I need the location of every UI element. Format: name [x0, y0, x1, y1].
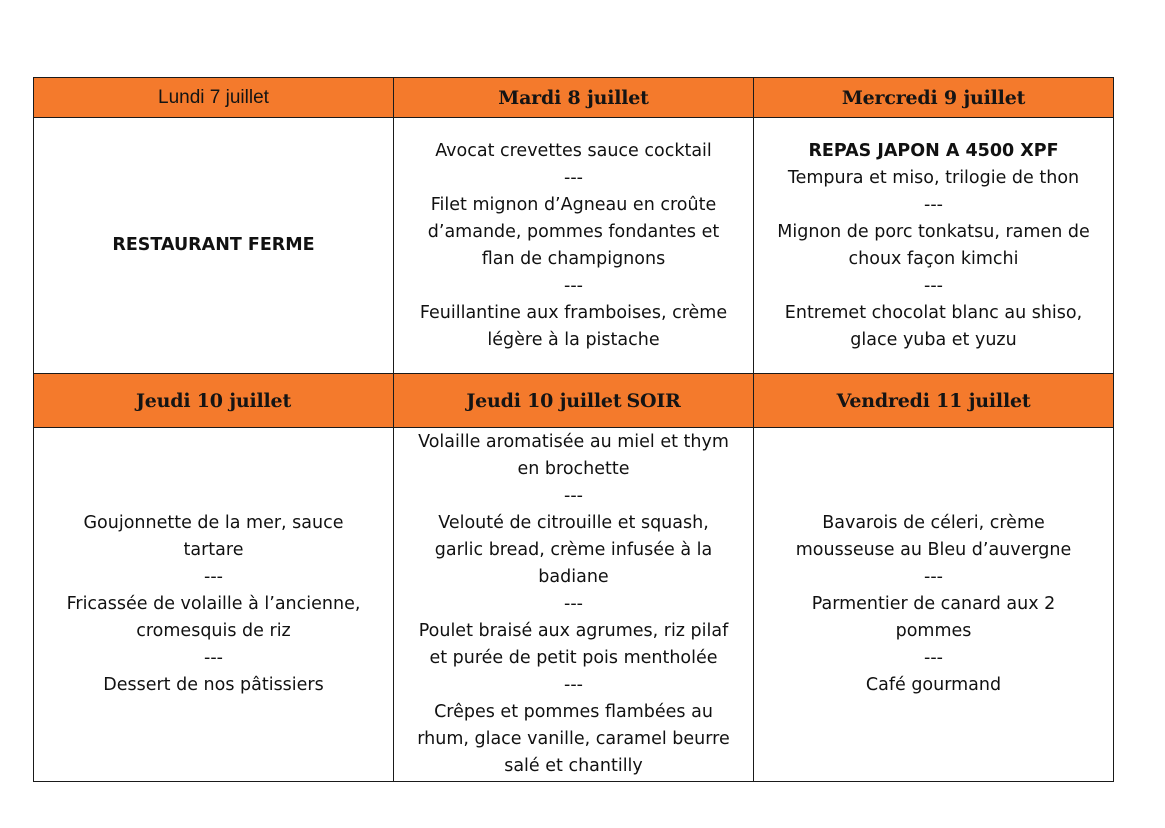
course-separator: ---	[564, 167, 583, 188]
day-header-row	[34, 78, 1114, 118]
day-header-wednesday	[754, 78, 1114, 118]
course-separator: ---	[564, 486, 583, 506]
course-separator: ---	[924, 194, 943, 215]
menu-line: Café gourmand	[865, 675, 1002, 695]
course-separator: ---	[564, 594, 583, 614]
menu-line: Bavarois de céleri, crème	[822, 513, 1045, 533]
menu-line: tartare	[183, 540, 244, 560]
day-label: Jeudi 10 juillet	[466, 389, 622, 412]
menu-cell-friday	[754, 428, 1114, 782]
course-separator: ---	[924, 648, 943, 668]
menu-line: salé et chantilly	[504, 756, 643, 776]
menu-cell-thursday-evening	[394, 428, 754, 782]
menu-line: Volaille aromatisée au miel et thym	[418, 432, 729, 452]
special-menu-title: REPAS JAPON A 4500 XPF	[808, 140, 1059, 161]
menu-line: badiane	[538, 567, 609, 587]
day-label: Mardi 8 juillet	[498, 86, 649, 109]
course-separator: ---	[204, 648, 223, 668]
weekly-menu-table	[33, 77, 1114, 782]
menu-line: légère à la pistache	[487, 329, 660, 350]
day-header-thursday-evening	[394, 374, 754, 428]
menu-line: Fricassée de volaille à l’ancienne,	[66, 594, 361, 614]
menu-line: d’amande, pommes fondantes et	[427, 221, 720, 242]
course-separator: ---	[924, 567, 943, 587]
menu-line: Entremet chocolat blanc au shiso,	[784, 302, 1083, 323]
menu-lines	[34, 510, 393, 699]
menu-line: en brochette	[517, 459, 630, 479]
menu-line: Avocat crevettes sauce cocktail	[435, 140, 712, 161]
menu-line: Feuillantine aux framboises, crème	[419, 302, 728, 323]
menu-line: Poulet braisé aux agrumes, riz pilaf	[418, 621, 729, 641]
menu-row	[34, 118, 1114, 374]
day-header-friday	[754, 374, 1114, 428]
day-header-tuesday	[394, 78, 754, 118]
menu-line: Dessert de nos pâtissiers	[103, 675, 324, 695]
evening-tag: SOIR	[626, 389, 681, 412]
day-header-thursday	[34, 374, 394, 428]
day-label: Vendredi 11 juillet	[836, 389, 1031, 412]
menu-cell-monday	[34, 118, 394, 374]
menu-row	[34, 428, 1114, 782]
menu-lines	[394, 429, 753, 780]
menu-line: Velouté de citrouille et squash,	[438, 513, 709, 533]
course-separator: ---	[564, 675, 583, 695]
menu-lines	[754, 510, 1113, 699]
menu-line: flan de champignons	[481, 248, 666, 269]
menu-line: Mignon de porc tonkatsu, ramen de	[777, 221, 1090, 242]
closed-notice: RESTAURANT FERME	[112, 235, 315, 255]
menu-line: cromesquis de riz	[136, 621, 291, 641]
menu-cell-thursday	[34, 428, 394, 782]
menu-line: Goujonnette de la mer, sauce	[83, 513, 344, 533]
menu-line: Parmentier de canard aux 2	[811, 594, 1056, 614]
day-header-row	[34, 374, 1114, 428]
menu-lines	[34, 232, 393, 259]
menu-line: Filet mignon d’Agneau en croûte	[430, 194, 717, 215]
day-label: Mercredi 9 juillet	[841, 86, 1026, 109]
menu-line: rhum, glace vanille, caramel beurre	[417, 729, 730, 749]
course-separator: ---	[924, 275, 943, 296]
day-label: Lundi 7 juillet	[158, 86, 269, 108]
menu-line: pommes	[895, 621, 972, 641]
course-separator: ---	[204, 567, 223, 587]
menu-line: choux façon kimchi	[848, 248, 1019, 269]
menu-cell-wednesday	[754, 118, 1114, 374]
day-label: Jeudi 10 juillet	[135, 389, 292, 412]
menu-line: mousseuse au Bleu d’auvergne	[795, 540, 1072, 560]
menu-lines	[754, 138, 1113, 354]
menu-lines	[394, 138, 753, 354]
day-header-monday	[34, 78, 394, 118]
menu-line: garlic bread, crème infusée à la	[434, 540, 713, 560]
menu-cell-tuesday	[394, 118, 754, 374]
menu-line: Tempura et miso, trilogie de thon	[787, 167, 1080, 188]
menu-line: glace yuba et yuzu	[850, 329, 1017, 350]
menu-line: Crêpes et pommes flambées au	[434, 702, 713, 722]
course-separator: ---	[564, 275, 583, 296]
menu-line: et purée de petit pois mentholée	[429, 648, 718, 668]
